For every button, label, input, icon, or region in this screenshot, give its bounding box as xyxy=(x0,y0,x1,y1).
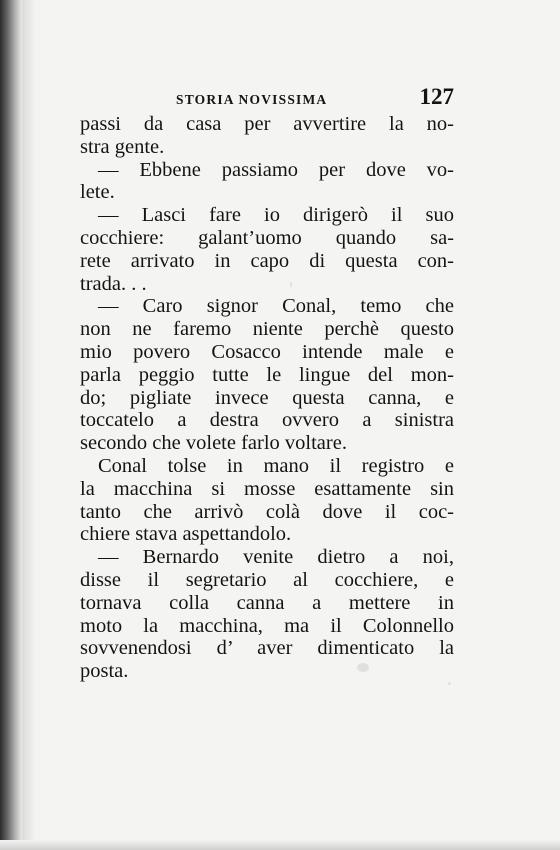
gutter-shading xyxy=(22,0,36,850)
text-line: non ne faremo niente perchè questo xyxy=(80,318,454,341)
text-line: la macchina si mosse esattamente sin xyxy=(80,477,454,500)
page-bottom-edge xyxy=(0,840,560,850)
text-line: lete. xyxy=(80,181,115,204)
running-header xyxy=(80,86,454,114)
text-line: trada. . . xyxy=(80,272,147,295)
text-line: — Ebbene passiamo per dove vo- xyxy=(98,158,454,181)
text-line: — Lasci fare io dirigerò il suo xyxy=(98,204,454,227)
text-line: do; pigliate invece questa canna, e xyxy=(80,386,454,409)
text-line: tanto che arrivò colà dove il coc- xyxy=(80,500,454,523)
text-line: tornava colla canna a mettere in xyxy=(80,591,454,614)
text-line: posta. xyxy=(80,660,129,683)
text-line: cocchiere: galant’uomo quando sa- xyxy=(80,226,454,249)
text-line: rete arrivato in capo di questa con- xyxy=(80,249,454,272)
text-line: stra gente. xyxy=(80,135,165,158)
book-spine-shadow xyxy=(0,0,22,850)
text-line: disse il segretario al cocchiere, e xyxy=(80,568,454,591)
running-title: STORIA NOVISSIMA xyxy=(176,92,328,107)
text-line: passi da casa per avvertire la no- xyxy=(80,113,454,135)
body-text xyxy=(80,113,454,683)
text-line: secondo che volete farlo voltare. xyxy=(80,432,347,455)
text-line: moto la macchina, ma il Colonnello xyxy=(80,614,454,637)
text-line: toccatelo a destra ovvero a sinistra xyxy=(80,409,454,432)
text-line: chiere stava aspettandolo. xyxy=(80,523,292,546)
text-line: Conal tolse in mano il registro e xyxy=(98,454,454,477)
text-line: sovvenendosi d’ aver dimenticato la xyxy=(80,637,454,660)
page-number: 127 xyxy=(419,84,454,109)
text-line: — Caro signor Conal, temo che xyxy=(98,295,454,318)
text-line: parla peggio tutte le lingue del mon- xyxy=(80,363,454,386)
text-line: — Bernardo venite dietro a noi, xyxy=(98,546,454,569)
text-line: mio povero Cosacco intende male e xyxy=(80,340,454,363)
